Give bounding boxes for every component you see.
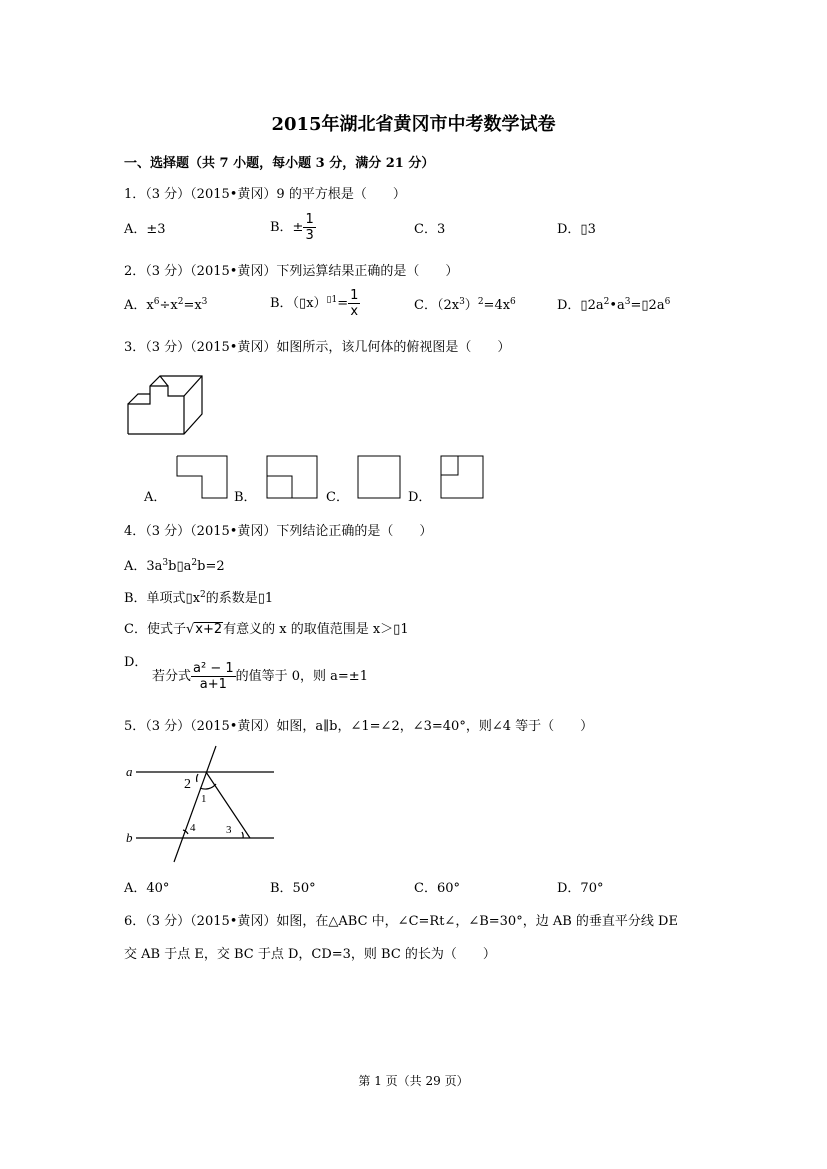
q2-d-text: D．▯2a (557, 298, 604, 313)
q2-d-text2: •a (609, 298, 625, 313)
q2-c-text3: =4x (483, 298, 511, 313)
q5-option-a: A．40° (124, 881, 170, 896)
question-2-stem: 2．（3 分）（2015•黄冈）下列运算结果正确的是（ ） (124, 264, 459, 279)
q2-d-exp2: 3 (624, 297, 631, 307)
q2-option-c (414, 294, 516, 313)
q3-solid-figure (120, 368, 210, 440)
q4-c-text: C．使式子 (124, 622, 186, 637)
q1-option-b-fraction (303, 212, 315, 243)
question-6-line-1: 6．（3 分）（2015•黄冈）如图，在△ABC 中，∠C=Rt∠，∠B=30°，边 AB 的垂直平分线 DE (124, 914, 678, 929)
q4-option-a (124, 555, 225, 574)
q3-option-d: D． (408, 490, 432, 505)
q1-option-b-prefix: B．± (270, 220, 304, 235)
q4-a-text3: b=2 (197, 559, 225, 574)
q2-a-text2: ÷x (159, 298, 178, 313)
q2-c-text2: ） (464, 298, 478, 313)
q4-a-text2: b▯a (168, 559, 192, 574)
page-title: 2015年湖北省黄冈市中考数学试卷 (271, 114, 556, 135)
q4-b-text: B．单项式▯x (124, 591, 201, 606)
label-b: b (126, 830, 133, 845)
question-1-stem: 1．（3 分）（2015•黄冈）9 的平方根是（ ） (124, 187, 406, 202)
q3-option-b-figure (266, 455, 318, 499)
q4-d-text: 若分式 (152, 669, 192, 684)
q1-option-c: C．3 (414, 222, 446, 237)
q4-d-denominator: a+1 (199, 677, 227, 692)
q3-option-a-figure (176, 455, 228, 499)
question-3-stem: 3．（3 分）（2015•黄冈）如图所示，该几何体的俯视图是（ ） (124, 340, 511, 355)
q4-a-exp2: 2 (191, 558, 198, 568)
q2-option-a (124, 294, 207, 313)
label-angle-4: 4 (190, 822, 196, 834)
q3-option-c: C． (326, 490, 349, 505)
q2-d-exp1: 2 (603, 297, 610, 307)
q4-c-radicand: x+2 (195, 622, 223, 637)
label-angle-1: 1 (201, 793, 207, 805)
q5-option-d: D．70° (557, 881, 604, 896)
q2-c-exp1: 3 (459, 297, 465, 307)
q2-c-exp2: 2 (477, 297, 484, 307)
q2-a-exp1: 6 (153, 297, 160, 307)
q2-option-d (557, 294, 670, 313)
q1-b-numerator: 1 (305, 212, 314, 227)
q2-a-text3: =x (183, 298, 202, 313)
q2-option-b (270, 288, 360, 319)
q4-d-numerator: a² − 1 (193, 661, 234, 676)
transversal-line (174, 746, 216, 862)
q2-b-equals: = (337, 296, 349, 311)
q4-option-c (124, 618, 409, 637)
q1-b-denominator: 3 (305, 228, 314, 243)
q2-d-exp3: 6 (664, 297, 671, 307)
q3-option-d-figure (440, 455, 484, 499)
question-4-stem: 4．（3 分）（2015•黄冈）下列结论正确的是（ ） (124, 524, 433, 539)
q1-option-a: A．±3 (124, 222, 166, 237)
q2-d-text3: =▯2a (630, 298, 665, 313)
q4-option-b (124, 587, 273, 606)
q2-b-fraction (348, 288, 360, 319)
q2-c-text: C．（2x (414, 298, 460, 313)
question-6-line-2: 交 AB 于点 E，交 BC 于点 D，CD=3，则 BC 的长为（ ） (124, 947, 496, 962)
q5-option-c: C．60° (414, 881, 460, 896)
q4-a-text: A．3a (124, 559, 163, 574)
section-heading: 一、选择题（共 7 小题，每小题 3 分，满分 21 分） (124, 156, 435, 171)
label-a: a (126, 764, 133, 779)
q2-b-text: B．（▯x） (270, 296, 327, 311)
q2-a-exp3: 3 (201, 297, 208, 307)
q2-b-numerator: 1 (350, 288, 359, 303)
q2-c-exp3: 6 (510, 297, 516, 307)
q1-option-d: D．▯3 (557, 222, 596, 237)
q2-a-exp2: 2 (177, 297, 184, 307)
q5-option-b: B．50° (270, 881, 316, 896)
page-footer: 第 1 页（共 29 页） (358, 1074, 469, 1088)
q4-d-text2: 的值等于 0，则 a=±1 (235, 669, 368, 684)
q4-c-text2: 有意义的 x 的取值范围是 x＞▯1 (223, 622, 409, 637)
q4-b-text2: 的系数是▯1 (205, 591, 274, 606)
q4-option-d (152, 661, 368, 692)
q4-d-fraction (191, 661, 236, 692)
q2-a-text: A．x (124, 298, 154, 313)
label-angle-2: 2 (184, 777, 191, 792)
q4-b-exp: 2 (200, 590, 206, 600)
angle-3-arc (242, 832, 243, 838)
q5-parallel-lines-figure (120, 742, 280, 864)
q2-b-exp: ▯1 (326, 295, 338, 305)
angle-2-arc (197, 774, 198, 782)
q1-option-b (270, 212, 316, 243)
sqrt-sign-icon: √ (185, 622, 195, 637)
q2-b-denominator: x (350, 304, 359, 319)
q4-option-d-label: D． (124, 655, 148, 670)
label-angle-3: 3 (226, 824, 232, 836)
q4-a-exp1: 3 (162, 558, 169, 568)
q3-option-c-figure (357, 455, 401, 499)
q3-option-b: B． (234, 490, 257, 505)
question-5-stem: 5．（3 分）（2015•黄冈）如图，a∥b，∠1=∠2，∠3=40°，则∠4 等于（ ） (124, 719, 594, 734)
q3-option-a: A． (144, 490, 167, 505)
